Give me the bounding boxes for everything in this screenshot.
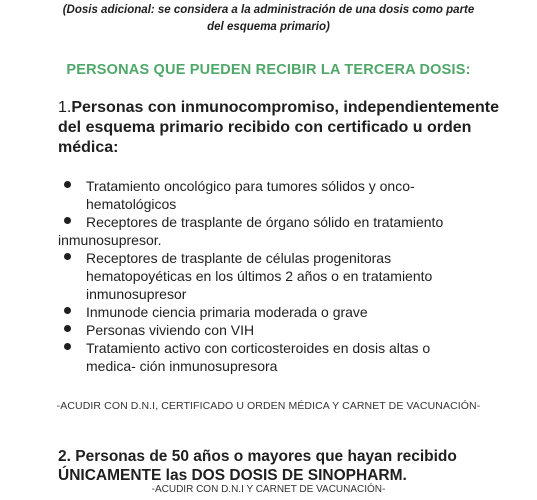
list-item: [58, 213, 518, 249]
list-item: [58, 249, 518, 303]
section-heading: PERSONAS QUE PUEDEN RECIBIR LA TERCERA DOSIS:: [66, 62, 471, 78]
section-2-line-2: ÚNICAMENTE las DOS DOSIS DE SINOPHARM.: [58, 467, 407, 484]
list-item-text: medica- ción inmunosupresora: [86, 358, 278, 374]
bullet-icon: [64, 181, 71, 188]
section-1-text: Personas con inmunocompromiso, independientemente del esquema primario recibido con certificado u orden médica:: [58, 99, 499, 156]
list-item: [58, 339, 518, 375]
list-item-text: Inmunode ciencia primaria moderada o grave: [86, 304, 368, 320]
bullet-icon: [64, 307, 71, 314]
criteria-list: [58, 177, 518, 375]
section-1-number: 1.: [58, 99, 72, 116]
list-item-text: hematológicos: [86, 196, 177, 212]
list-item: [58, 321, 518, 339]
bullet-icon: [64, 253, 71, 260]
list-item-text: Personas viviendo con VIH: [86, 322, 255, 338]
section-2-line-1: 2. Personas de 50 años o mayores que hayan recibido: [58, 448, 457, 465]
section-1-requirements: -ACUDIR CON D.N.I, CERTIFICADO U ORDEN MÉDICA Y CARNET DE VACUNACIÓN-: [56, 400, 481, 412]
bullet-icon: [64, 325, 71, 332]
list-item-text: Tratamiento activo con corticosteroides en dosis altas o: [86, 340, 431, 356]
note-line-2: del esquema primario): [207, 21, 330, 33]
additional-dose-note: [0, 2, 537, 36]
list-item-text: Receptores de trasplante de células progenitoras: [86, 250, 392, 266]
list-item-text: inmunosupresor.: [58, 232, 162, 248]
section-1-title: [58, 98, 518, 158]
list-item-text: Tratamiento oncológico para tumores sólidos y onco-: [86, 178, 415, 194]
section-2-title: [58, 447, 528, 485]
list-item: [58, 177, 518, 213]
list-item-text: hematopoyéticas en los últimos 2 años o en tratamiento: [86, 268, 433, 284]
list-item-text: Receptores de trasplante de órgano sólido en tratamiento: [86, 214, 444, 230]
bullet-icon: [64, 343, 71, 350]
list-item: [58, 303, 518, 321]
note-line-1: (Dosis adicional: se considera a la administración de una dosis como parte: [62, 4, 475, 16]
list-item-text: inmunosupresor: [86, 286, 187, 302]
bullet-icon: [64, 217, 71, 224]
section-2-requirements: -ACUDIR CON D.N.I Y CARNET DE VACUNACIÓN-: [151, 484, 386, 495]
